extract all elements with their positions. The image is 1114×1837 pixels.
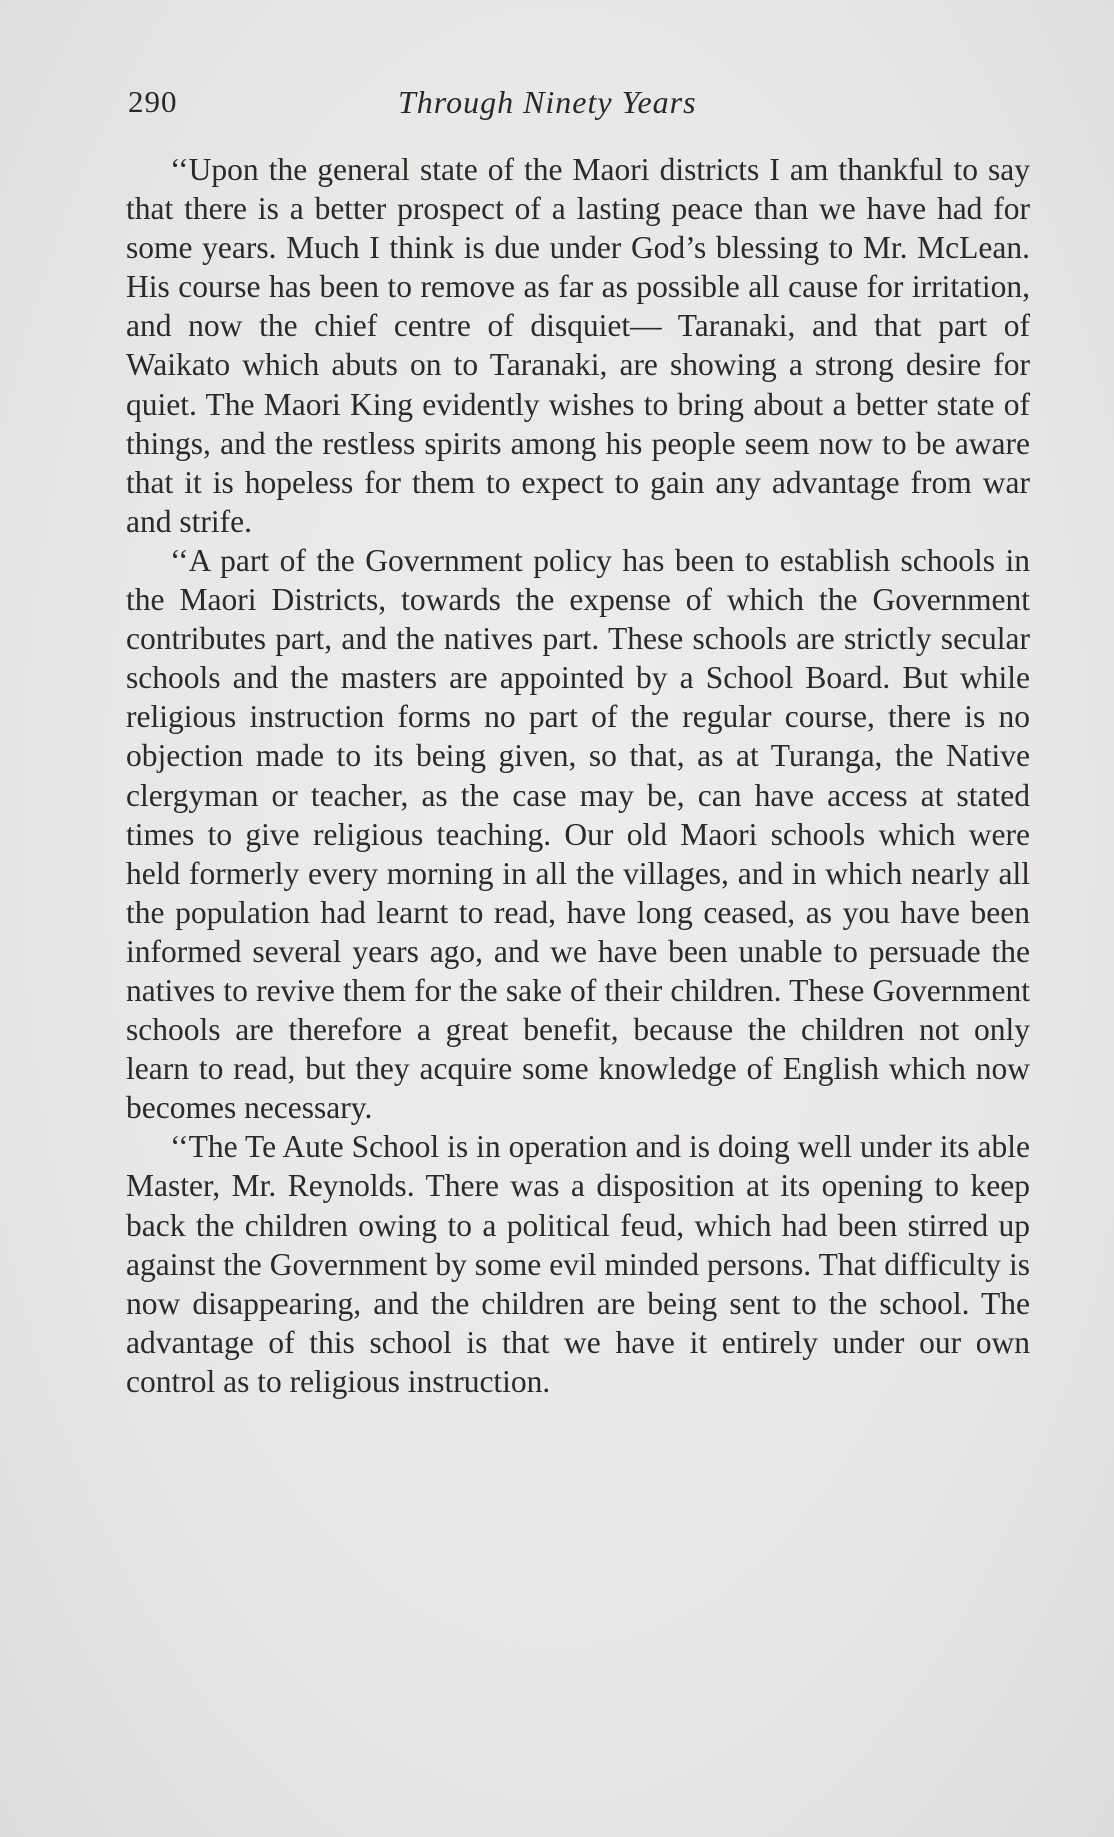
paragraph: ‘‘The Te Aute School is in operation and is doing well under its able Master, Mr. Reynolds. There was a disposition at its opening to keep back the children owing to a political feud, which had been stirred up against the Government by some evil minded persons. That difficulty is now disappearing, and the children are being sent to the school. The advantage of this school is that we have it entirely under our own control as to religious instruction. [126, 1129, 1030, 1399]
paragraph: ‘‘A part of the Government policy has been to establish schools in the Maori Districts, towards the expense of which the Government contributes part, and the natives part. These schools are strictly secular schools and the masters are appointed by a School Board. But while religious instruction forms no part of the regular course, there is no objection made to its being given, so that, as at Turanga, the Native clergyman or teacher, as the case may be, can have access at stated times to give religious teaching. Our old Maori schools which were held formerly every morning in all the villages, and in which nearly all the population had learnt to read, have long ceased, as you have been informed several years ago, and we have been unable to persuade the natives to revive them for the sake of their children. These Government schools are therefore a great benefit, because the children not only learn to read, but they acquire some knowledge of English which now becomes necessary. [126, 542, 1030, 1126]
body-text [126, 150, 1030, 1401]
page-header [128, 84, 1030, 134]
paragraph: ‘‘Upon the general state of the Maori districts I am thankful to say that there is a better prospect of a lasting peace than we have had for some years. Much I think is due under God’s blessing to Mr. McLean. His course has been to remove as far as possible all cause for irritation, and now the chief centre of disquiet— Taranaki, and that part of Waikato which abuts on to Taranaki, are showing a strong desire for quiet. The Maori King evidently wishes to bring about a better state of things, and the restless spirits among his people seem now to be aware that it is hopeless for them to expect to gain any advantage from war and strife. [126, 152, 1030, 539]
page-number: 290 [128, 84, 178, 119]
running-title: Through Ninety Years [398, 84, 697, 120]
